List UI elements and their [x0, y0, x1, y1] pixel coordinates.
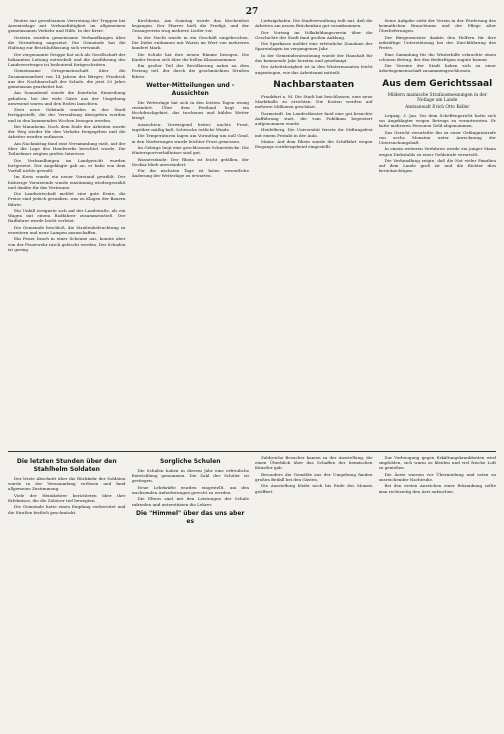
bottom-section — [8, 455, 496, 727]
paragraph: Reuter zur gewaltsamen Vertretung der Truppen bei Arzenieslage mit Verbandtätigkeit im allgemeinen gemeinsamen Verkehr und Hilfe. In der Kreis- — [8, 18, 126, 34]
bottom-column-2 — [132, 455, 250, 727]
column-1 — [8, 18, 126, 448]
paragraph: Bei den ersten Anzeichen einer Erkrankung sollte man rechtzeitig den Arzt aufsuchen. — [378, 483, 496, 494]
paragraph: Die Vereine der Stadt haben sich zu einer Arbeitsgemeinschaft zusammengeschlossen. — [378, 63, 496, 74]
paragraph: Zahlreiche Besucher kamen zu der Ausstellung, die einen Überblick über das Schaffen der heimischen Künstler gab. — [255, 455, 373, 471]
paragraph: Die vorgenannte Gruppe hat sich als Gesellschaft der bekannten Leitung entwickelt und die Ausführung des Landesvertrages ist bedeutend fortgeschritten. — [8, 51, 126, 67]
paragraph: Die Wetterlage hat sich in den letzten Tagen wenig verändert. Über dem Festland liegt ein Hochdruckgebiet, das trockenes und kühles Wetter bringt. — [131, 99, 249, 121]
paragraph: Am Nachmittag fand eine Versammlung statt, auf der über die Lage des Handwerks berichtet wurde. Die Teilnehmer zeigten großes Interesse. — [8, 140, 126, 157]
paragraph: Die Gemeinde beschloß, die Straßenbeleuchtung zu erweitern und neue Lampen anzuschaffen. — [8, 224, 126, 235]
wetter-heading: Wetter-Mitteilungen und -Aussichten — [146, 81, 235, 97]
top-section — [8, 18, 496, 448]
gericht-heading: Aus dem Gerichtssaal — [382, 78, 493, 89]
paragraph: Heidelberg. Die Universität feierte ihr Stiftungsfest mit einem Festakt in der Aula. — [255, 127, 373, 138]
bottom-column-3 — [255, 455, 373, 727]
paragraph: Der Bürgermeister dankte den Helfern für ihre tatkräftige Unterstützung bei der Durchführung des Festes. — [378, 34, 496, 51]
paragraph: Aussichten: Vorwiegend heiter, nachts Frost, tagsüber mäßig kalt. Schwache östliche Winde. — [131, 121, 249, 132]
paragraph: Ein großer Teil der Bevölkerung nahm an dem Festzug teil, der durch die geschmückten Straßen führte. — [131, 63, 249, 79]
paragraph: Darmstadt. Im Landestheater fand eine gut besuchte Aufführung statt, die vom Publikum begeistert aufgenommen wurde. — [255, 110, 373, 126]
paragraph: Viele der Heimkehrer berichteten über ihre Erlebnisse, die die Zuhörer tief bewegten. — [8, 492, 126, 503]
paragraph: Seine Aufgabe sieht der Verein in der Förderung des heimatlichen Brauchtums und der Pflege alter Überlieferungen. — [378, 18, 496, 34]
paragraph: Zwei neue Gebäude wurden in der Stadt fertiggestellt, die der Verwaltung übergeben werden und in den kommenden Wochen bezogen werden. — [8, 107, 126, 123]
paragraph: In der Gemeinderatssitzung wurde der Haushalt für das kommende Jahr beraten und genehmigt. — [255, 52, 373, 63]
paragraph: Die Gemeinde hatte einen Empfang vorbereitet und die Straßen festlich geschmückt. — [8, 504, 126, 515]
paragraph: Im Kreis wurde ein neuer Vorstand gewählt. Der bisherige Vorsitzende wurde einstimmig wiedergewählt und dankte für das Vertrauen. — [8, 174, 126, 190]
paragraph: Die Schulen haben in diesem Jahr eine erfreuliche Entwicklung genommen. Die Zahl der Schüler ist gestiegen. — [131, 468, 249, 484]
paragraph: Leipzig, 3. Jan. Vor dem Schöffengericht hatte sich ein Angeklagter wegen Betrugs zu verantworten. Er hatte mehreren Personen Geld abgenommen. — [378, 112, 496, 129]
paragraph: Kirchheim. Am Sonntag wurde das Kirchenfest begangen. Der Pfarrer hielt die Predigt, und der Gesangverein trug mehrere Lieder vor. — [131, 18, 249, 34]
paragraph: Wasserstände: Der Rhein ist leicht gefallen, der Neckar blieb unverändert. — [131, 156, 249, 167]
paragraph: Der Vortrag im Volksbildungsverein über die Geschichte der Stadt fand großen Anklang. — [255, 29, 373, 40]
paragraph: Die Ausstellung bleibt noch bis Ende des Monats geöffnet. — [255, 483, 373, 494]
paragraph: Gemeinsame Ortsgemeinschaft über die Zusammenarbeit von 14 Jahren der Bürger; Friedrich aus der Nachbarschaft der Schule, die jetzt 20 Jahre gemeinsam gearbeitet hat. — [8, 68, 126, 89]
paragraph: Frankfurt a. M. Die Stadt hat beschlossen, eine neue Markthalle zu errichten. Die Kosten werden auf mehrere Millionen geschätzt. — [255, 93, 373, 110]
paragraph: Mainz. Auf dem Rhein wurde die Schiffahrt wegen Eisgangs vorübergehend eingestellt. — [255, 138, 373, 150]
letzte-heading: Die letzten Stunden über den Stahlhelm Soldaten — [16, 458, 117, 473]
paragraph: Ludwigshafen. Die Stadtverwaltung teilt mit, daß die Arbeiten am neuen Brückenbau gut vorankommen. — [255, 18, 373, 29]
schulen-heading: Sorgliche Schulen — [159, 458, 221, 465]
paragraph: In einem weiteren Verfahren wurde ein junger Mann wegen Diebstahls zu einer Geldstrafe verurteilt. — [378, 146, 496, 157]
bottom-column-4 — [379, 455, 497, 727]
paragraph: In der Nacht wurde in ein Geschäft eingebrochen. Die Diebe entkamen mit Waren im Wert von mehreren hundert Mark. — [131, 34, 249, 51]
paragraph: Die Verhandlung zeigte, daß die Not vieler Familien auf dem Lande groß ist und die Richter dies berücksichtigen. — [378, 158, 496, 174]
bottom-column-1 — [8, 455, 126, 727]
paragraph: Am Sonnabend wurde die feierliche Einweihung gehalten, bei der viele Gäste aus der Umgebung anwesend waren und den Reden lauschten. — [8, 90, 126, 106]
column-2 — [132, 18, 250, 448]
paragraph: Die Sparkasse meldet eine erfreuliche Zunahme der Spareinlagen im vergangenen Jahr. — [255, 41, 373, 52]
paragraph: Im Gebirge liegt eine geschlossene Schneedecke. Die Wintersportverhältnisse sind gut. — [131, 144, 249, 156]
section-divider — [8, 451, 496, 452]
page-number: 27 — [245, 7, 259, 17]
paragraph: Die Verhandlungen im Landgericht wurden fortgesetzt. Der Angeklagte gab an, er habe von dem Vorfall nichts gewußt. — [8, 157, 126, 173]
paragraph: Bei Mannheim. Nach dem Ende der Arbeiten wurde der Weg wieder für den Verkehr freigegeben und die Arbeiter wurden entlassen. — [8, 123, 126, 140]
paragraph: Eine Sammlung für die Winterhilfe erbrachte einen schönen Betrag, der den Bedürftigen zugute kommt. — [378, 51, 496, 62]
himmel-heading: Die "Himmel" über das uns aber es — [135, 509, 245, 525]
paragraph: Die Ärzte warnen vor Übermüdung und raten zu ausreichender Nachtruhe. — [378, 471, 496, 482]
paragraph: Die Arbeitslosigkeit ist in den Wintermonaten leicht angestiegen, wie das Arbeitsamt mitteilt. — [255, 64, 373, 75]
nachbarstaaten-heading: Nachbarstaaten — [273, 79, 355, 90]
paragraph: Das Gericht verurteilte ihn zu einer Gefängnisstrafe von sechs Monaten unter Anrechnung der Untersuchungshaft. — [378, 129, 496, 146]
gericht-subheading: Mildern mainische Strafausmessungen in der Notlage am Lande — [387, 92, 487, 103]
paragraph: Ein Feuer brach in einer Scheune aus, konnte aber von der Feuerwehr rasch gelöscht werden. Der Schaden ist gering. — [8, 236, 126, 252]
column-3 — [255, 18, 373, 448]
paragraph: Für die nächsten Tage ist keine wesentliche Änderung der Wetterlage zu erwarten. — [131, 168, 249, 179]
paragraph: Die Landwirtschaft meldet eine gute Ernte; die Preise sind jedoch gesunken, was zu Klagen der Bauern führte. — [8, 191, 126, 207]
column-4 — [379, 18, 497, 448]
paragraph: Die Schule hat ihre neuen Räume bezogen. Die Kinder freuen sich über die hellen Klassenzimmer. — [131, 51, 249, 62]
paragraph: Die Eltern sind mit den Leistungen der Schule zufrieden und unterstützen die Lehrer. — [131, 496, 249, 507]
paragraph: Neue Lehrkräfte wurden eingestellt, um den wachsenden Anforderungen gerecht zu werden. — [131, 484, 249, 495]
gericht-subheading-2: Amtsanwalt Erich Otto Keller — [405, 105, 470, 111]
paragraph: Gestern wurden gemeinsame Verhandlungen über die Verwaltung angesetzt. Die Gemeinde hat die Haltung zur Beschlußfassung sich verwandt. — [8, 34, 126, 51]
paragraph: Zur Vorbeugung gegen Erkältungskrankheiten wird empfohlen, sich warm zu kleiden und viel frische Luft zu genießen. — [378, 455, 496, 471]
paragraph: Ein Unfall ereignete sich auf der Landstraße, als ein Wagen mit einem Radfahrer zusammenstieß. Der Radfahrer wurde leicht verletzt. — [8, 207, 126, 224]
paragraph: Besonders die Gemälde aus der Umgebung fanden großen Beifall bei den Gästen. — [255, 471, 373, 482]
paragraph: Die Temperaturen lagen am Vormittag um null Grad, in den Niederungen wurde leichter Frost gemessen. — [131, 133, 249, 144]
paragraph: Der letzte Abschnitt über die Rückkehr der Soldaten wurde in der Versammlung verlesen und fand allgemeine Zustimmung. — [8, 476, 126, 492]
